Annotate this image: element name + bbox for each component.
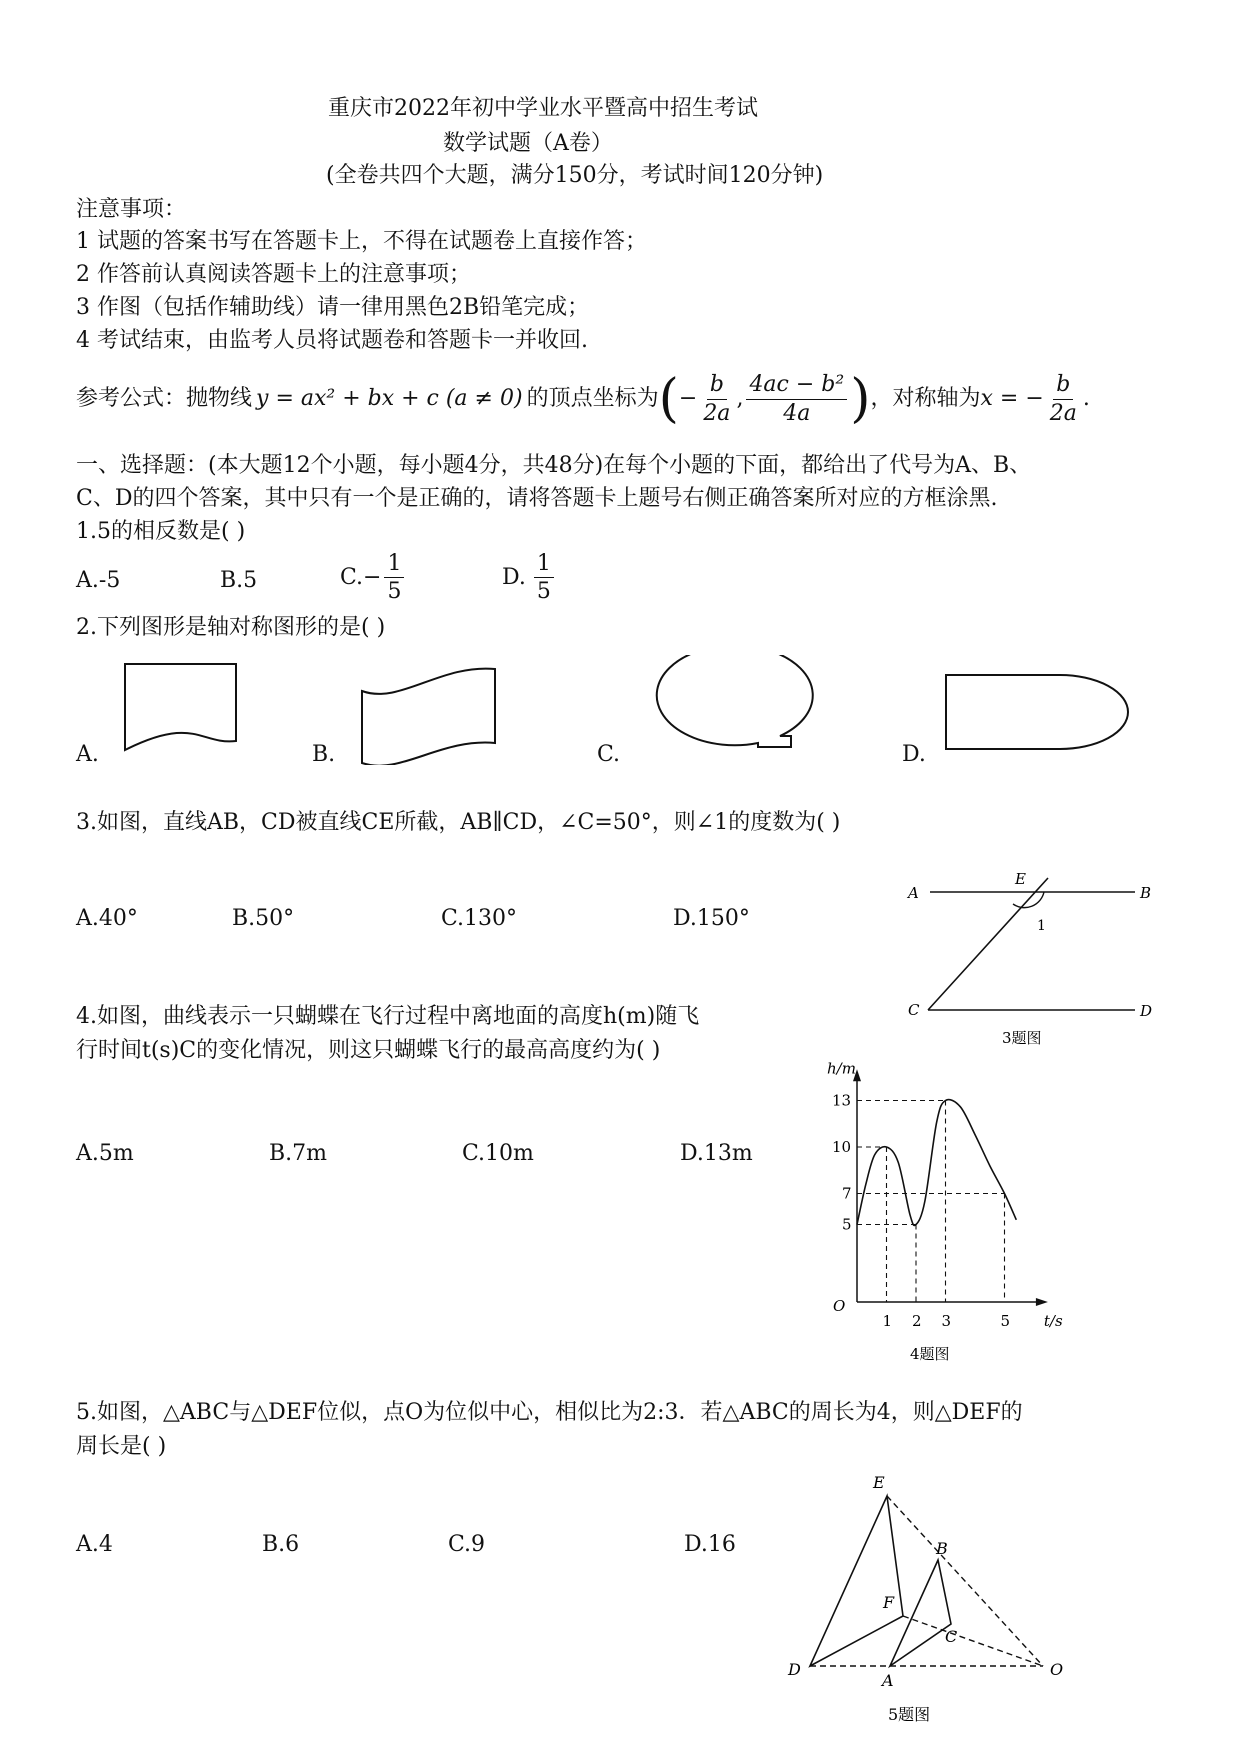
q2-stem: 2.下列图形是轴对称图形的是( ) [76,615,386,640]
label-f: F [883,1593,895,1612]
q3-stem: 3.如图，直线AB，CD被直线CE所截，AB∥CD，∠C=50°，则∠1的度数为( ) [76,810,841,835]
shape-d [946,675,1128,749]
notes-heading: 注意事项： [76,197,187,222]
label-b: B [936,1539,948,1558]
y-tick-label-5: 5 [842,1215,852,1234]
left-paren: ( [658,369,679,429]
q1-stem: 1.5的相反数是( ) [76,519,246,544]
q5-stem-line1: 5.如图，△ABC与△DEF位似，点O为位似中心，相似比为2:3．若△ABC的周长为4，则△DEF的 [76,1400,1023,1425]
line-ce [928,878,1048,1010]
q3-option-b: B.50° [232,906,295,931]
q1-option-d-prefix: D. [502,564,526,590]
exam-info: (全卷共四个大题，满分150分，考试时间120分钟) [326,163,824,188]
q3-option-d: D.150° [673,906,750,931]
label-d: D [788,1660,801,1679]
q3-figure [890,860,1190,1050]
q5-option-b: B.6 [262,1532,300,1557]
label-1: 1 [1037,918,1046,934]
period: . [1082,386,1090,411]
q5-option-c: C.9 [448,1532,486,1557]
origin-label: O [833,1297,846,1315]
q4-stem-line1: 4.如图，曲线表示一只蝴蝶在飞行过程中离地面的高度h(m)随飞 [76,1004,700,1029]
vertex-x-fraction [700,373,733,424]
q5-option-d: D.16 [684,1532,736,1557]
vertex-x-numerator: b [707,373,727,399]
formula-equation: y = ax² + bx + c (a ≠ 0) [256,386,523,411]
note-item: 3 作图（包括作辅助线）请一律用黑色2B铅笔完成； [76,295,590,320]
q4-caption: 4题图 [910,1345,950,1363]
exam-subtitle: 数学试题（A卷） [443,131,613,156]
q3-option-c: C.130° [441,906,518,931]
q2-label-d: D. [902,742,926,767]
label-c: C [945,1627,958,1646]
vertex-y-denominator: 4a [783,400,811,426]
triangle-def [810,1496,903,1666]
label-b: B [1140,884,1152,902]
note-item: 4 考试结束，由监考人员将试题卷和答题卡一并收回. [76,328,588,353]
triangle-abc [890,1560,951,1666]
axis-lhs: x = − [980,386,1044,411]
reference-formula [76,368,1090,430]
y-tick-label-7: 7 [842,1184,852,1203]
q1-option-b: B.5 [220,568,258,593]
q1-option-c-fraction [384,552,404,603]
q1-d-numerator: 1 [534,552,554,578]
formula-prefix: 参考公式：抛物线 [76,386,253,411]
section1-line1: 一、选择题：(本大题12个小题，每小题4分，共48分)在每个小题的下面，都给出了代号为A、B、 [76,453,1032,478]
q4-chart [810,1035,1110,1365]
q4-option-a: A.5m [76,1141,134,1166]
axis-numerator: b [1053,373,1073,399]
comma: , [736,386,744,411]
q3-option-a: A.40° [76,906,138,931]
q5-figure [770,1470,1090,1740]
q4-stem-line2: 行时间t(s)C的变化情况，则这只蝴蝶飞行的最高高度约为( ) [76,1038,661,1063]
label-e: E [1015,870,1026,888]
label-o: O [1050,1660,1064,1679]
axis-denominator: 2a [1049,400,1077,426]
x-tick-label-3: 3 [941,1312,952,1330]
q1-option-d [502,552,557,603]
q2-label-c: C. [597,742,621,767]
q1-option-a: A.-5 [76,568,121,593]
vertex-y-numerator: 4ac − b² [746,373,847,399]
vertex-x-denominator: 2a [703,400,731,426]
q1-d-denominator: 5 [536,579,551,605]
q3-caption: 3题图 [1002,1029,1042,1047]
formula-middle: 的顶点坐标为 [526,386,659,411]
y-tick-label-10: 10 [832,1138,852,1156]
note-item: 1 试题的答案书写在答题卡上，不得在试题卷上直接作答； [76,229,647,254]
x-tick-label-1: 1 [882,1312,893,1330]
q5-caption: 5题图 [888,1705,931,1724]
q5-stem-line2: 周长是( ) [76,1434,167,1459]
x-axis-label: t/s [1043,1312,1063,1330]
section1-line2: C、D的四个答案，其中只有一个是正确的，请将答题卡上题号右侧正确答案所对应的方框涂黑. [76,486,998,511]
q4-option-d: D.13m [680,1141,753,1166]
q2-label-a: A. [76,742,99,767]
y-axis-label: h/m [827,1059,856,1078]
shape-c [657,655,813,747]
minus-sign: − [678,386,698,411]
q1-c-numerator: 1 [384,552,404,578]
q1-option-c-prefix: C.− [340,564,382,590]
q4-option-b: B.7m [269,1141,328,1166]
label-c: C [908,1001,920,1019]
right-paren: ) [850,369,871,429]
exam-title: 重庆市2022年初中学业水平暨高中招生考试 [328,96,758,121]
x-tick-label-5: 5 [1000,1312,1011,1330]
shape-a [125,664,236,750]
q5-option-a: A.4 [76,1532,113,1557]
label-e: E [873,1473,885,1492]
height-curve [857,1100,1016,1226]
vertex-y-fraction [746,373,847,424]
note-item: 2 作答前认真阅读答题卡上的注意事项； [76,262,471,287]
label-a: A [908,884,919,902]
axis-fraction [1047,373,1080,424]
label-a: A [882,1671,894,1690]
q4-option-c: C.10m [462,1141,534,1166]
q1-c-denominator: 5 [387,579,402,605]
axis-prefix: ，对称轴为 [870,386,981,411]
q2-label-b: B. [312,742,336,767]
shape-b [362,669,495,765]
label-d: D [1140,1002,1153,1020]
dashed-e-o [887,1496,1043,1666]
q1-option-c [340,552,407,603]
dashed-f-o [903,1616,1043,1666]
x-axis-arrow [1036,1298,1048,1306]
x-tick-label-2: 2 [912,1312,922,1330]
q1-option-d-fraction [534,552,554,603]
y-tick-label-13: 13 [832,1091,852,1110]
